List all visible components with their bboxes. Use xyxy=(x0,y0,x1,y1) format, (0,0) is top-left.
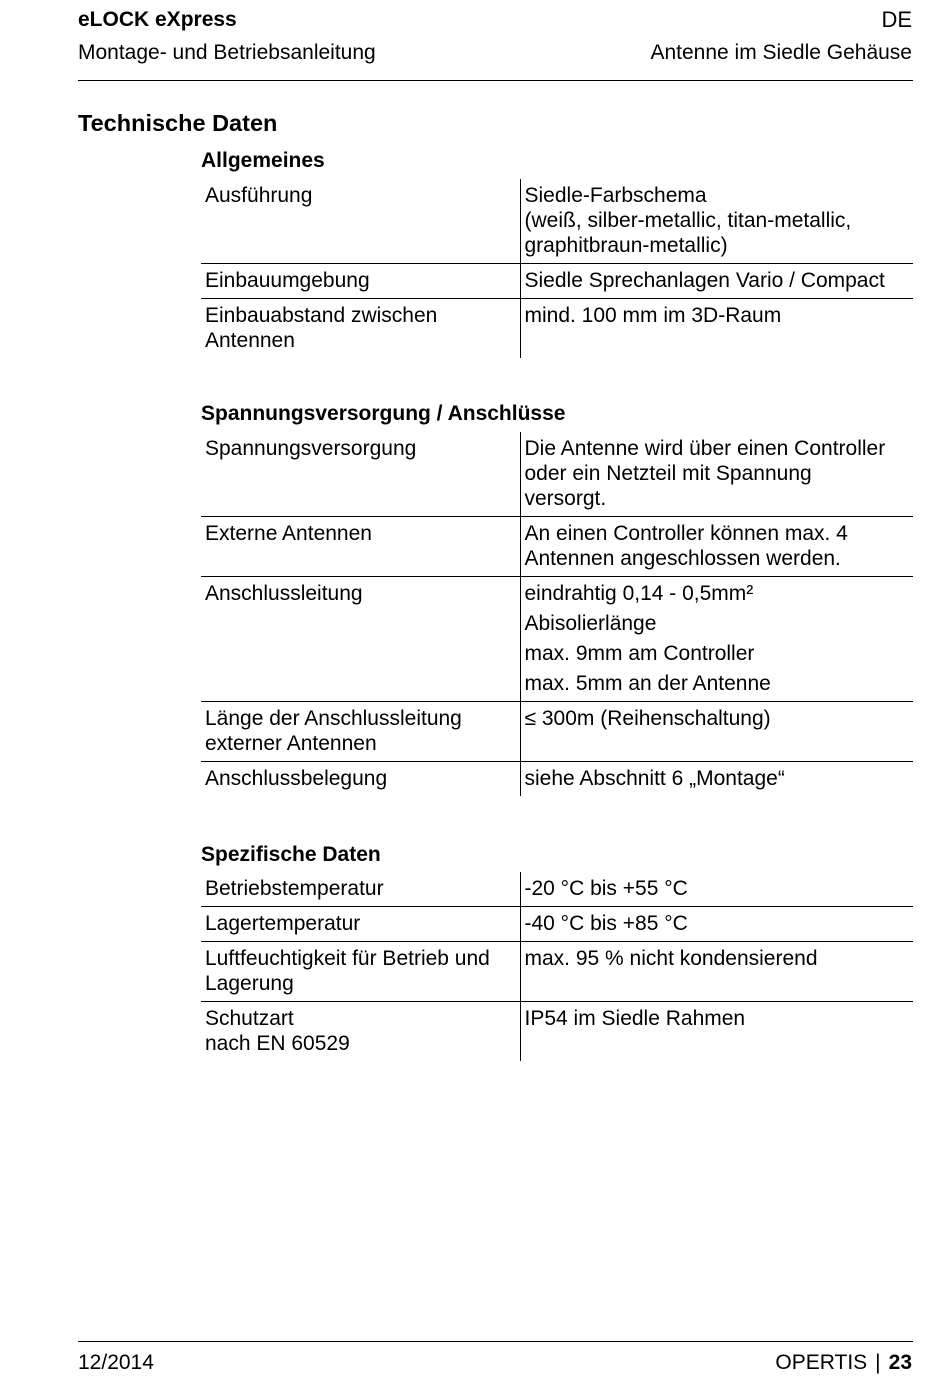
table-row xyxy=(201,907,913,942)
spec-value: eindrahtig 0,14 - 0,5mm² Abisolierlänge max. 9mm am Controller max. 5mm an der Antenne xyxy=(520,577,913,702)
spec-label: Ausführung xyxy=(205,184,313,207)
page-number: 23 xyxy=(888,1351,912,1374)
spec-value: max. 95 % nicht kondensierend xyxy=(520,942,913,1002)
table-row xyxy=(201,762,913,797)
spec-value: -20 °C bis +55 °C xyxy=(520,872,913,907)
footer-rule xyxy=(78,1341,913,1342)
spec-label: Luftfeuchtigkeit für Betrieb und Lagerung xyxy=(201,942,520,1002)
section-name: Antenne im Siedle Gehäuse xyxy=(650,41,912,64)
spec-label: Lagertemperatur xyxy=(201,907,520,942)
spec-value: -40 °C bis +85 °C xyxy=(520,907,913,942)
spec-label: Betriebstemperatur xyxy=(205,877,384,900)
spec-value: IP54 im Siedle Rahmen xyxy=(520,1002,913,1062)
footer-brand-page xyxy=(775,1351,912,1375)
table-row xyxy=(201,264,913,299)
spec-value: mind. 100 mm im 3D-Raum xyxy=(520,299,913,359)
spec-label: Einbauabstand zwischen Antennen xyxy=(201,299,520,359)
spec-value: siehe Abschnitt 6 „Montage“ xyxy=(520,762,913,797)
spec-value: Siedle Sprechanlagen Vario / Compact xyxy=(520,264,913,299)
footer-date: 12/2014 xyxy=(78,1351,154,1374)
spec-label: Externe Antennen xyxy=(201,517,520,577)
table-row xyxy=(201,872,913,907)
spec-label: Anschlussleitung xyxy=(201,577,520,702)
table-row xyxy=(201,577,913,702)
spec-value: Die Antenne wird über einen Controller oder ein Netzteil mit Spannung versorgt. xyxy=(520,432,913,517)
table-row xyxy=(201,1002,913,1062)
page-title: Technische Daten xyxy=(78,110,278,136)
spec-table-spannungsversorgung xyxy=(201,432,913,796)
section-heading-allgemeines: Allgemeines xyxy=(201,149,325,172)
spec-label: Anschlussbelegung xyxy=(201,762,520,797)
spec-label: Länge der Anschlussleitung externer Antennen xyxy=(201,702,520,762)
table-row xyxy=(201,517,913,577)
table-row xyxy=(201,432,913,517)
product-name: eLOCK eXpress xyxy=(78,8,237,31)
footer-brand: OPERTIS xyxy=(775,1351,868,1374)
language-code: DE xyxy=(881,7,912,32)
spec-label: Schutzart nach EN 60529 xyxy=(201,1002,520,1062)
header-rule xyxy=(78,80,913,81)
table-row xyxy=(201,702,913,762)
section-heading-spezifische-daten: Spezifische Daten xyxy=(201,843,381,866)
footer-separator: | xyxy=(875,1351,881,1374)
spec-value: Siedle-Farbschema (weiß, silber-metallic, titan-metallic, graphitbraun-metallic) xyxy=(520,179,913,264)
spec-label: Einbauumgebung xyxy=(201,264,520,299)
spec-table-spezifische-daten xyxy=(201,872,913,1061)
table-row xyxy=(201,942,913,1002)
spec-value: An einen Controller können max. 4 Antennen angeschlossen werden. xyxy=(520,517,913,577)
table-row xyxy=(201,179,913,264)
spec-label: Spannungsversorgung xyxy=(205,437,417,460)
spec-value: ≤ 300m (Reihenschaltung) xyxy=(520,702,913,762)
table-row xyxy=(201,299,913,359)
spec-table-allgemeines xyxy=(201,179,913,358)
section-heading-spannungsversorgung: Spannungsversorgung / Anschlüsse xyxy=(201,402,566,425)
manual-title: Montage- und Betriebsanleitung xyxy=(78,41,376,64)
